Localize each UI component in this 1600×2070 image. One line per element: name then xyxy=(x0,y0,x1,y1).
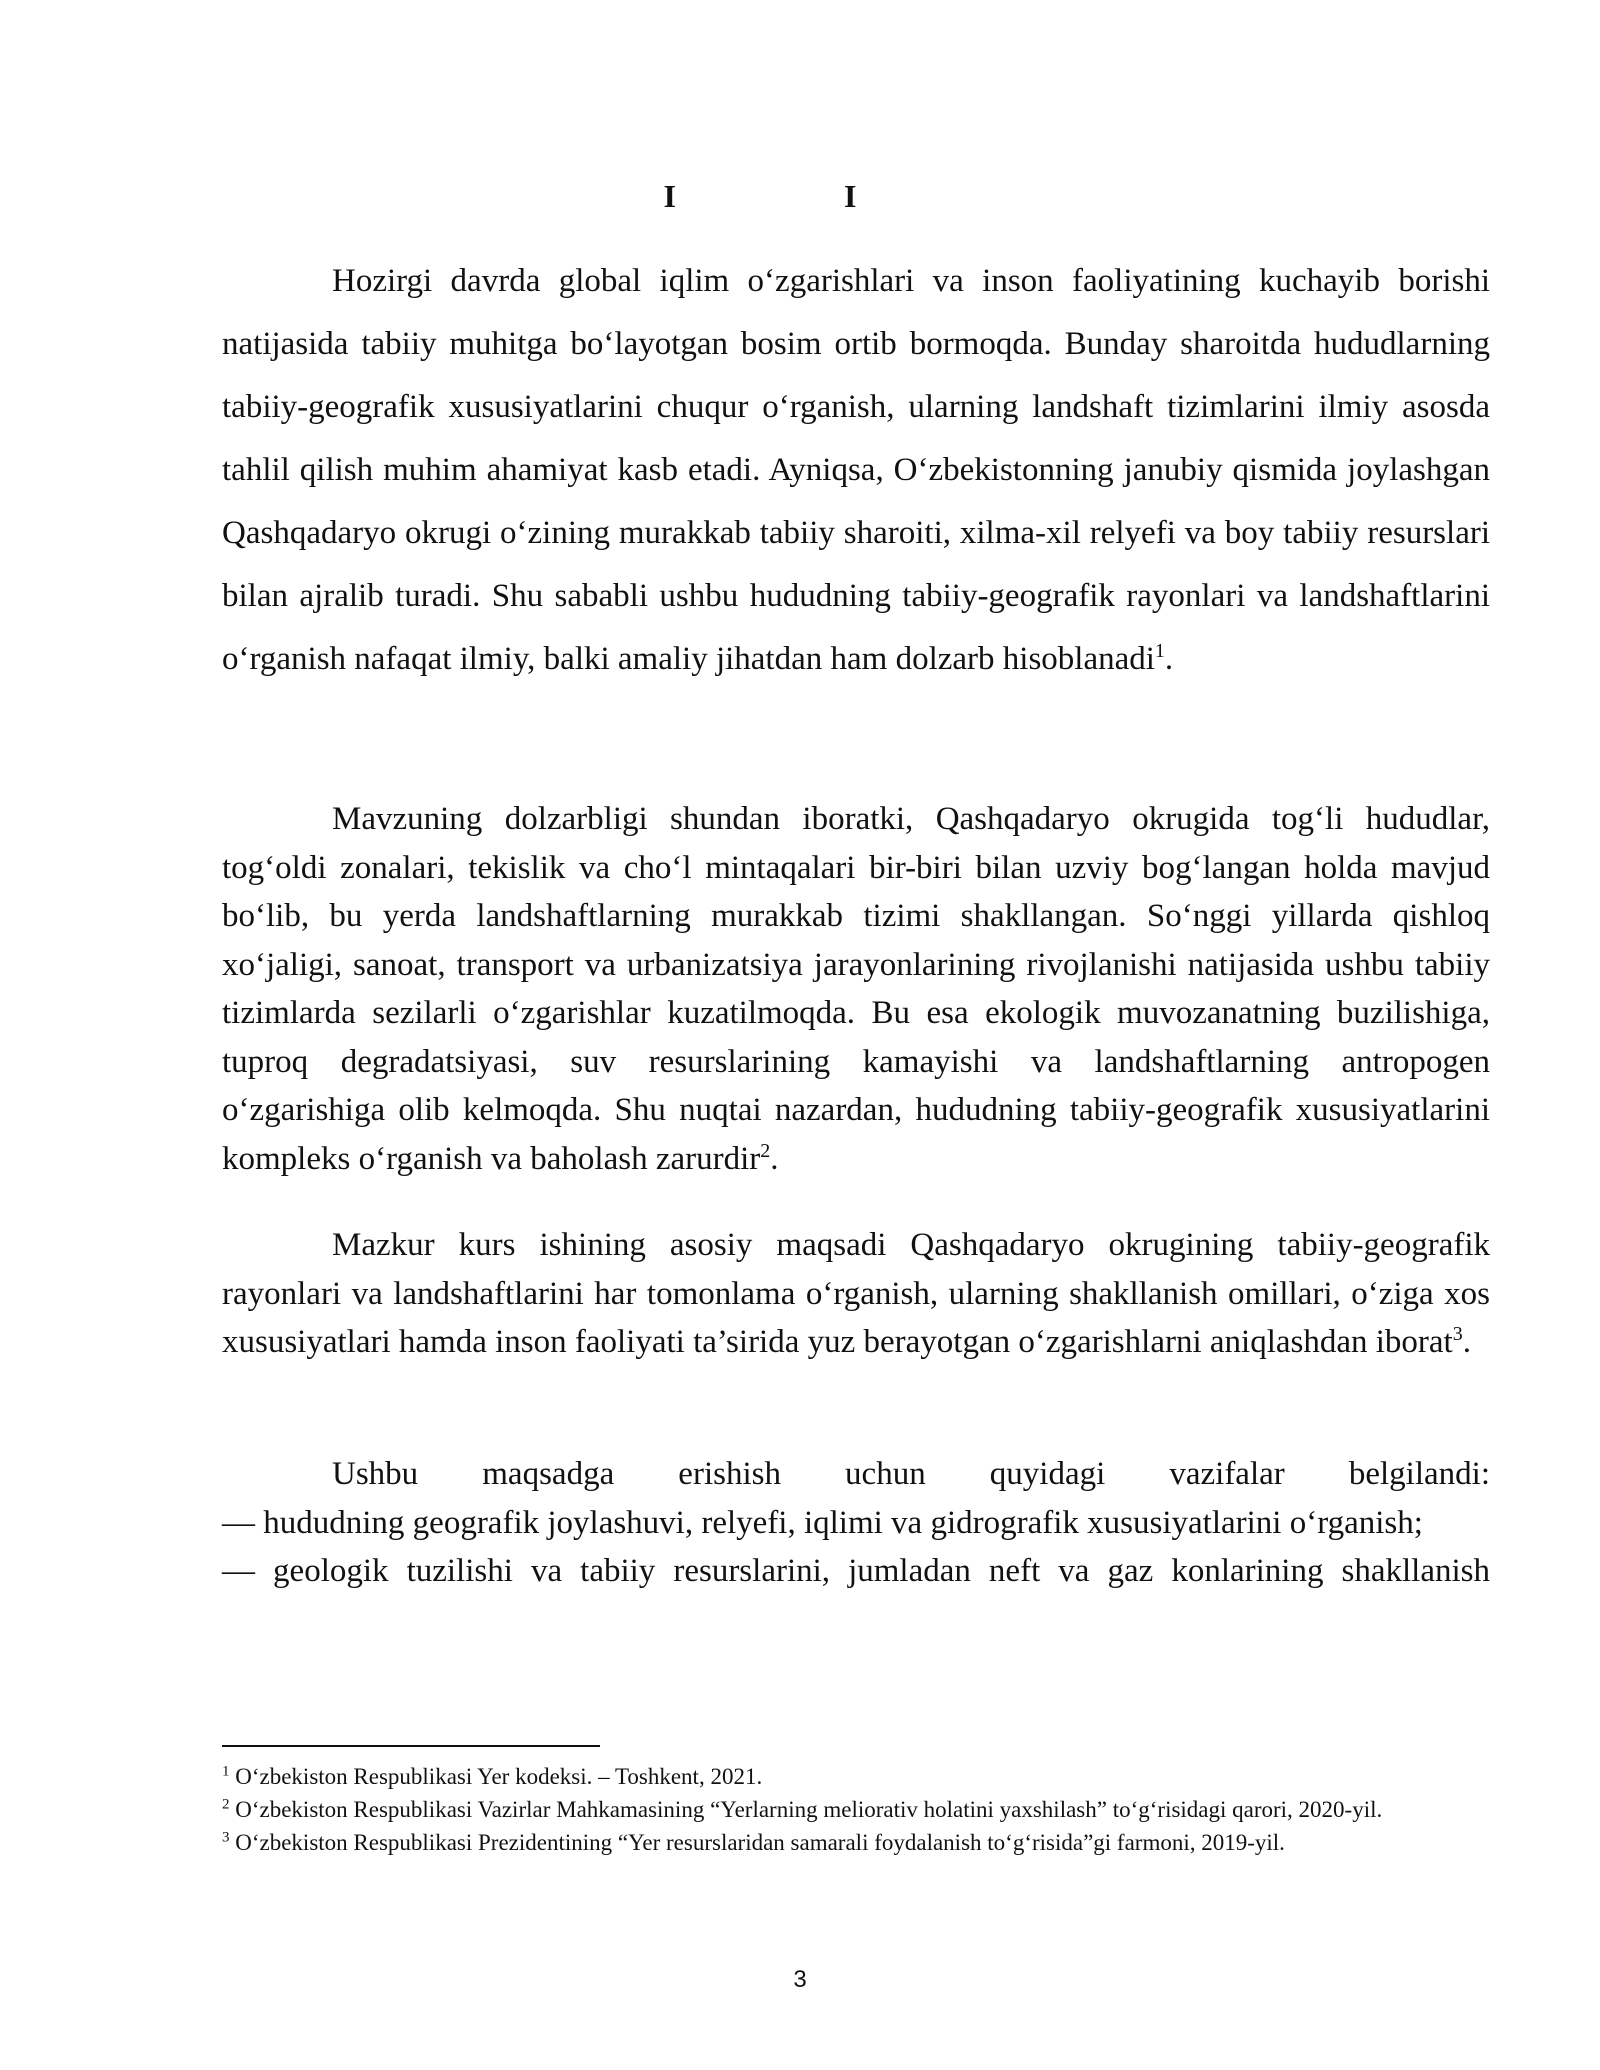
footnote-ref-3[interactable]: 3 xyxy=(1452,1323,1463,1345)
footnote-item xyxy=(222,1793,1490,1826)
tasks-intro xyxy=(222,1450,1490,1499)
paragraph-relevance: Mavzuning dolzarbligi shundan iboratki, Qashqadaryo okrugida tog‘li hududlar, tog‘oldi zonalari, tekislik va cho‘l mintaqalari bir-biri bilan uzviy bog‘langan holda mavjud bo‘lib, bu yerda landshaftlarning murakkab tizimi shakllangan. So‘nggi yillarda qishloq xo‘jaligi, sanoat, transport va urbanizatsiya jarayonlarining rivojlanishi natijasida ushbu tabiiy tizimlarda sezilarli o‘zgarishlar kuzatilmoqda. Bu esa ekologik muvozanatning buzilishiga, tuproq degradatsiyasi, suv resurslarining kamayishi va landshaftlarning antropogen o‘zgarishiga olib kelmoqda. Shu nuqtai nazardan, hududning tabiiy-geografik xususiyatlarini kompleks o‘rganish va baholash zarurdir$^2$. xyxy=(222,801,1490,1177)
tasks-intro-text: Ushbu maqsadga erishish uchun quyidagi vazifalar belgilandi: xyxy=(332,1456,1490,1492)
footnote-item xyxy=(222,1760,1490,1793)
task-item: — geologik tuzilishi va tabiiy resurslarini, jumladan neft va gaz konlarining shakllanish xyxy=(222,1553,1490,1589)
footnote-text: O‘zbekiston Respublikasi Yer kodeksi. – Toshkent, 2021. xyxy=(235,1764,763,1789)
paragraph-relevance-text: Mavzuning dolzarbligi shundan iboratki, Qashqadaryo okrugida tog‘li hududlar, tog‘oldi zonalari, tekislik va cho‘l mintaqalari bir-biri bilan uzviy bog‘langan holda mavjud bo‘lib, bu yerda landshaftlarning murakkab tizimi shakllangan. So‘nggi yillarda qishloq xo‘jaligi, sanoat, transport va urbanizatsiya jarayonlarining rivojlanishi natijasida ushbu tabiiy tizimlarda sezilarli o‘zgarishlar kuzatilmoqda. Bu esa ekologik muvozanatning buzilishiga, tuproq degradatsiyasi, suv resurslarining kamayishi va landshaftlarning antropogen o‘zgarishiga olib kelmoqda. Shu nuqtai nazardan, hududning tabiiy-geografik xususiyatlarini kompleks o‘rganish va baholash zarurdir xyxy=(222,801,1490,1177)
paragraph-intro: Hozirgi davrda global iqlim o‘zgarishlari va inson faoliyatining kuchayib borishi natijasida tabiiy muhitga bo‘layotgan bosim ortib bormoqda. Bunday sharoitda hududlarning tabiiy-geografik xususiyatlarini chuqur o‘rganish, ularning landshaft tizimlarini ilmiy asosda tahlil qilish muhim ahamiyat kasb etadi. Ayniqsa, O‘zbekistonning janubiy qismida joylashgan Qashqadaryo okrugi o‘zining murakkab tabiiy sharoiti, xilma-xil relyefi va boy tabiiy resurslari bilan ajralib turadi. Shu sababli ushbu hududning tabiiy-geografik rayonlari va landshaftlarini o‘rganish nafaqat ilmiy, balki amaliy jihatdan ham dolzarb hisoblanadi$^1$. xyxy=(222,263,1490,677)
paragraph-goal-text: Mazkur kurs ishining asosiy maqsadi Qashqadaryo okrugining tabiiy-geografik rayonlari va landshaftlarini har tomonlama o‘rganish, ularning shakllanish omillari, o‘ziga xos xususiyatlari hamda inson faoliyati ta’sirida yuz berayotgan o‘zgarishlarni aniqlashdan iborat xyxy=(222,1227,1490,1360)
footnote-text: O‘zbekiston Respublikasi Vazirlar Mahkamasining “Yerlarning meliorativ holatini yaxshilash” to‘g‘risidagi qarori, 2020-yil. xyxy=(235,1797,1383,1822)
footnote-number: 3 xyxy=(222,1829,230,1846)
footnote-text: O‘zbekiston Respublikasi Prezidentining “Yer resurslaridan samarali foydalanish to‘g‘risida”gi farmoni, 2019-yil. xyxy=(235,1830,1285,1855)
paragraph-goal: Mazkur kurs ishining asosiy maqsadi Qashqadaryo okrugining tabiiy-geografik rayonlari va landshaftlarini har tomonlama o‘rganish, ularning shakllanish omillari, o‘ziga xos xususiyatlari hamda inson faoliyati ta’sirida yuz berayotgan o‘zgarishlarni aniqlashdan iborat$^3$. xyxy=(222,1227,1490,1360)
page-number: 3 xyxy=(793,1966,807,1993)
footnote-item xyxy=(222,1826,1490,1859)
task-item: — hududning geografik joylashuvi, relyefi, iqlimi va gidrografik xususiyatlarini o‘rganish; xyxy=(222,1504,1423,1541)
footnote-separator xyxy=(222,1745,600,1747)
paragraph-intro-text: Hozirgi davrda global iqlim o‘zgarishlari va inson faoliyatining kuchayib borishi natijasida tabiiy muhitga bo‘layotgan bosim ortib bormoqda. Bunday sharoitda hududlarning tabiiy-geografik xususiyatlarini chuqur o‘rganish, ularning landshaft tizimlarini ilmiy asosda tahlil qilish muhim ahamiyat kasb etadi. Ayniqsa, O‘zbekistonning janubiy qismida joylashgan Qashqadaryo okrugi o‘zining murakkab tabiiy sharoiti, xilma-xil relyefi va boy tabiiy resurslari bilan ajralib turadi. Shu sababli ushbu hududning tabiiy-geografik rayonlari va landshaftlarini o‘rganish nafaqat ilmiy, balki amaliy jihatdan ham dolzarb hisoblanadi xyxy=(222,263,1490,677)
footnote-number: 1 xyxy=(222,1763,230,1780)
footnote-number: 2 xyxy=(222,1796,230,1813)
footnote-ref-2[interactable]: 2 xyxy=(760,1139,771,1162)
footnote-ref-1[interactable]: 1 xyxy=(1154,640,1165,662)
footnotes xyxy=(222,1760,1490,1859)
section-heading: I I xyxy=(663,178,937,214)
paragraph-tasks xyxy=(222,1450,1490,1596)
